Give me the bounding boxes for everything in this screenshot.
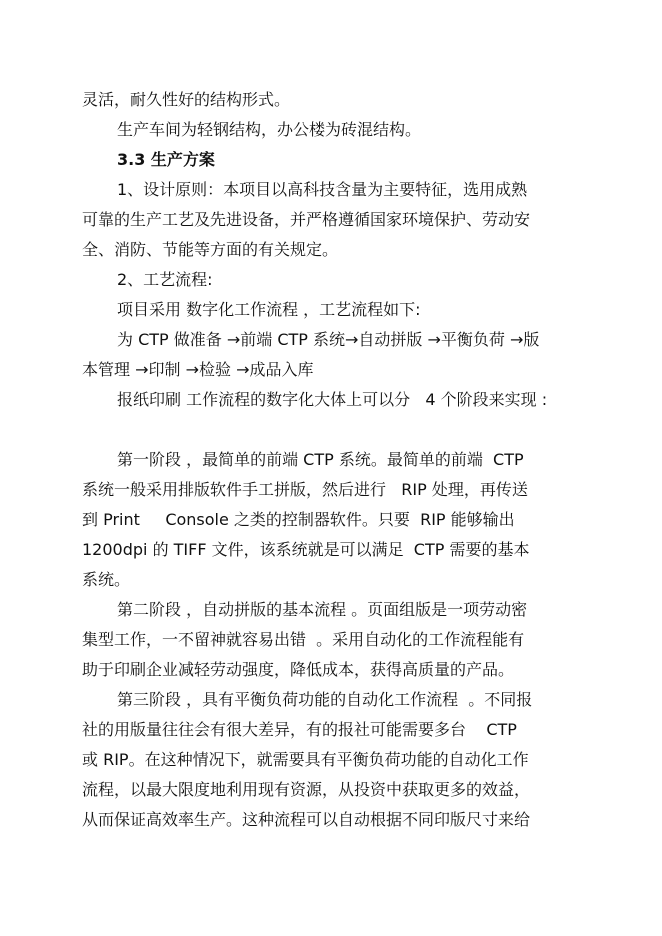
stage3-line-4: 流程，以最大限度地利用现有资源，从投资中获取更多的效益， (82, 780, 531, 799)
stage1-line-2: 系统一般采用排版软件手工拼版，然后进行 RIP 处理，再传送 (82, 480, 528, 499)
stages-intro: 报纸印刷 工作流程的数字化大体上可以分 4 个阶段来实现 : (117, 390, 548, 409)
stage2-line-2: 集型工作，一不留神就容易出错 。采用自动化的工作流程能有 (82, 630, 525, 649)
stage1-line-5: 系统。 (82, 570, 131, 589)
principle-line-2: 可靠的生产工艺及先进设备，并严格遵循国家环境保护、劳动安 (82, 210, 531, 229)
process-intro: 项目采用 数字化工作流程 ，工艺流程如下: (117, 300, 421, 319)
process-flow-line-2: 本管理 →印制 →检验 →成品入库 (82, 360, 314, 379)
paragraph-buildings: 生产车间为轻钢结构，办公楼为砖混结构。 (117, 120, 422, 139)
stage3-line-2: 社的用版量往往会有很大差异，有的报社可能需要多台 CTP (82, 720, 517, 739)
stage2-line-3: 助于印刷企业减轻劳动强度，降低成本，获得高质量的产品。 (82, 660, 515, 679)
stage2-line-1: 第二阶段 ，自动拼版的基本流程 。页面组版是一项劳动密 (117, 600, 528, 619)
process-title: 2、工艺流程: (117, 270, 213, 289)
section-heading: 3.3 生产方案 (117, 150, 215, 169)
stage3-line-5: 从而保证高效率生产。这种流程可以自动根据不同印版尺寸来给 (82, 810, 531, 829)
stage3-line-3: 或 RIP。在这种情况下，就需要具有平衡负荷功能的自动化工作 (82, 750, 529, 769)
stage1-line-4: 1200dpi 的 TIFF 文件，该系统就是可以满足 CTP 需要的基本 (82, 540, 530, 559)
principle-line-1: 1、设计原则：本项目以高科技含量为主要特征，选用成熟 (117, 180, 528, 199)
principle-line-3: 全、消防、节能等方面的有关规定。 (82, 240, 339, 259)
stage1-line-3: 到 Print Console 之类的控制器软件。只要 RIP 能够输出 (82, 510, 515, 529)
stage3-line-1: 第三阶段 ，具有平衡负荷功能的自动化工作流程 。不同报 (117, 690, 533, 709)
process-flow-line-1: 为 CTP 做准备 →前端 CTP 系统→自动拼版 →平衡负荷 →版 (117, 330, 540, 349)
stage1-line-1: 第一阶段 ，最简单的前端 CTP 系统。最简单的前端 CTP (117, 450, 524, 469)
text-line-continuation: 灵活，耐久性好的结构形式。 (82, 90, 291, 109)
